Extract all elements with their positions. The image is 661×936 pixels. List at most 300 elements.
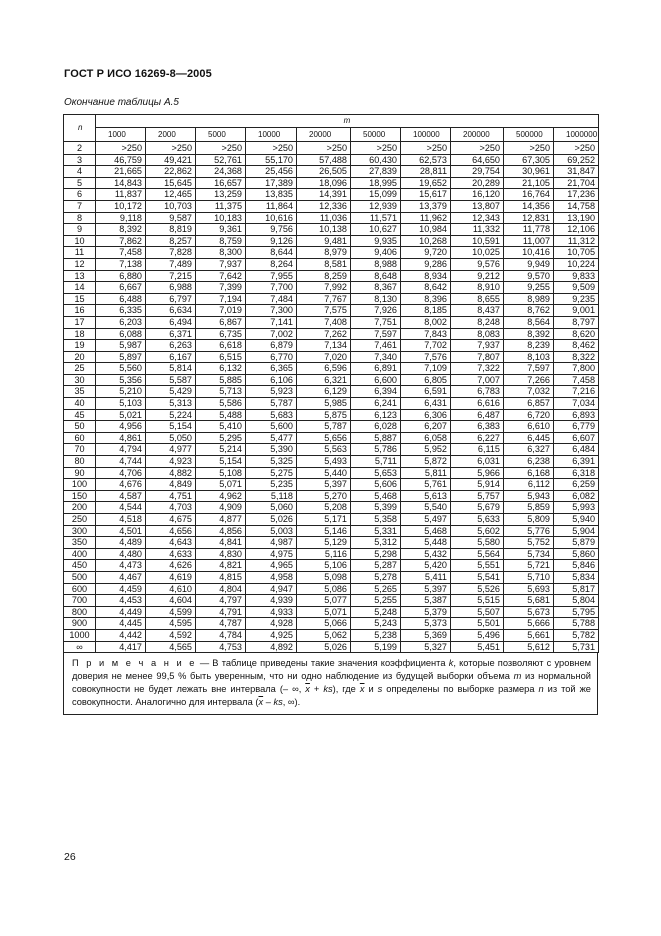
value-cell: 21,665 (96, 166, 146, 178)
value-cell: 27,839 (351, 166, 401, 178)
value-cell: 5,369 (401, 629, 451, 641)
table-row (64, 200, 599, 212)
row-n-cell: 300 (64, 525, 96, 537)
value-cell: 7,002 (246, 328, 297, 340)
value-cell: 6,735 (196, 328, 246, 340)
value-cell: 4,975 (246, 548, 297, 560)
value-cell: 8,564 (504, 316, 554, 328)
value-cell: 5,356 (96, 374, 146, 386)
row-n-cell: 11 (64, 247, 96, 259)
value-cell: 60,430 (351, 154, 401, 166)
value-cell: 4,604 (146, 595, 196, 607)
value-cell: 7,955 (246, 270, 297, 282)
value-cell: 4,965 (246, 560, 297, 572)
value-cell: 5,325 (246, 456, 297, 468)
value-cell: 5,515 (451, 595, 504, 607)
value-cell: 8,934 (401, 270, 451, 282)
value-cell: 7,575 (297, 305, 351, 317)
value-cell: 8,367 (351, 282, 401, 294)
table-row (64, 340, 599, 352)
value-cell: 5,077 (297, 595, 351, 607)
value-cell: 6,591 (401, 386, 451, 398)
value-cell: 12,336 (297, 200, 351, 212)
value-cell: 7,300 (246, 305, 297, 317)
value-cell: >250 (96, 142, 146, 155)
table-row (64, 282, 599, 294)
value-cell: 8,989 (504, 293, 554, 305)
value-cell: 6,306 (401, 409, 451, 421)
value-cell: 5,501 (451, 618, 504, 630)
value-cell: 4,445 (96, 618, 146, 630)
row-n-cell: 70 (64, 444, 96, 456)
row-n-cell: 50 (64, 421, 96, 433)
value-cell: 9,118 (96, 212, 146, 224)
value-cell: 6,365 (246, 363, 297, 375)
value-cell: 4,841 (196, 537, 246, 549)
value-cell: 6,371 (146, 328, 196, 340)
value-cell: 4,784 (196, 629, 246, 641)
value-cell: 5,026 (246, 514, 297, 526)
value-cell: 5,914 (451, 479, 504, 491)
row-n-cell: 900 (64, 618, 96, 630)
table-row (64, 502, 599, 514)
value-cell: 11,375 (196, 200, 246, 212)
value-cell: 6,805 (401, 374, 451, 386)
value-cell: 6,618 (196, 340, 246, 352)
value-cell: 4,923 (146, 456, 196, 468)
note-text: — В таблице приведены такие значения коэффициента (196, 658, 449, 669)
table-row (64, 166, 599, 178)
value-cell: 4,797 (196, 595, 246, 607)
value-cell: 6,112 (504, 479, 554, 491)
table-row (64, 548, 599, 560)
value-cell: 8,130 (351, 293, 401, 305)
value-cell: 6,494 (146, 316, 196, 328)
table-body (64, 142, 599, 653)
value-cell: 8,322 (554, 351, 599, 363)
value-cell: 5,606 (351, 479, 401, 491)
value-cell: 6,391 (554, 456, 599, 468)
value-cell: 5,564 (451, 548, 504, 560)
row-n-cell: 2 (64, 142, 96, 155)
value-cell: 7,828 (146, 247, 196, 259)
value-cell: 5,952 (401, 444, 451, 456)
value-cell: 5,448 (401, 537, 451, 549)
value-cell: 4,417 (96, 641, 146, 653)
value-cell: 6,487 (451, 409, 504, 421)
row-n-cell: 18 (64, 328, 96, 340)
table-row (64, 467, 599, 479)
row-n-cell: 13 (64, 270, 96, 282)
value-cell: 5,238 (351, 629, 401, 641)
value-cell: 5,071 (196, 479, 246, 491)
table-row (64, 456, 599, 468)
value-cell: 5,776 (504, 525, 554, 537)
value-cell: 7,576 (401, 351, 451, 363)
value-cell: 7,216 (554, 386, 599, 398)
value-cell: >250 (196, 142, 246, 155)
value-cell: 4,753 (196, 641, 246, 653)
value-cell: 7,109 (401, 363, 451, 375)
table-row (64, 212, 599, 224)
note-text: + (309, 684, 324, 695)
value-cell: 8,797 (554, 316, 599, 328)
value-cell: 5,154 (146, 421, 196, 433)
column-header-m: 1000000 (554, 128, 599, 142)
value-cell: 4,856 (196, 525, 246, 537)
value-cell: 6,115 (451, 444, 504, 456)
table-row (64, 583, 599, 595)
value-cell: 4,453 (96, 595, 146, 607)
value-cell: 17,236 (554, 189, 599, 201)
value-cell: 5,248 (351, 606, 401, 618)
value-cell: 4,442 (96, 629, 146, 641)
value-cell: 5,410 (196, 421, 246, 433)
value-cell: 6,129 (297, 386, 351, 398)
table-a5 (63, 114, 598, 715)
value-cell: 14,758 (554, 200, 599, 212)
value-cell: 10,627 (351, 224, 401, 236)
row-n-cell: 100 (64, 479, 96, 491)
value-cell: 5,488 (196, 409, 246, 421)
value-cell: 5,731 (554, 641, 599, 653)
value-cell: >250 (554, 142, 599, 155)
value-cell: 64,650 (451, 154, 504, 166)
value-cell: 7,262 (297, 328, 351, 340)
table-row (64, 154, 599, 166)
value-cell: 30,961 (504, 166, 554, 178)
value-cell: 5,612 (504, 641, 554, 653)
value-cell: 4,595 (146, 618, 196, 630)
value-cell: 4,947 (246, 583, 297, 595)
value-cell: 5,235 (246, 479, 297, 491)
column-header-m: 10000 (246, 128, 297, 142)
row-n-cell: 9 (64, 224, 96, 236)
value-cell: 5,507 (451, 606, 504, 618)
value-cell: 5,721 (504, 560, 554, 572)
column-header-m: 50000 (351, 128, 401, 142)
value-cell: 6,207 (401, 421, 451, 433)
value-cell: 16,764 (504, 189, 554, 201)
value-cell: 8,392 (504, 328, 554, 340)
value-cell: 6,988 (146, 282, 196, 294)
note-text: и (364, 684, 378, 695)
value-cell: 7,458 (96, 247, 146, 259)
value-cell: 4,939 (246, 595, 297, 607)
value-cell: 4,587 (96, 490, 146, 502)
row-n-cell: 400 (64, 548, 96, 560)
row-n-cell: 5 (64, 177, 96, 189)
table-row (64, 177, 599, 189)
value-cell: 6,335 (96, 305, 146, 317)
value-cell: >250 (351, 142, 401, 155)
row-n-cell: 10 (64, 235, 96, 247)
value-cell: 5,656 (297, 432, 351, 444)
value-cell: 28,811 (401, 166, 451, 178)
value-cell: 6,031 (451, 456, 504, 468)
row-n-cell: 14 (64, 282, 96, 294)
value-cell: 5,587 (146, 374, 196, 386)
value-cell: 5,003 (246, 525, 297, 537)
value-cell: 5,872 (401, 456, 451, 468)
row-n-cell: 6 (64, 189, 96, 201)
value-cell: 55,170 (246, 154, 297, 166)
value-cell: 9,720 (401, 247, 451, 259)
value-cell: 6,203 (96, 316, 146, 328)
value-cell: 4,925 (246, 629, 297, 641)
value-cell: 11,864 (246, 200, 297, 212)
value-cell: 10,224 (554, 258, 599, 270)
value-cell: 5,379 (401, 606, 451, 618)
value-cell: 5,468 (401, 525, 451, 537)
table-row (64, 560, 599, 572)
value-cell: 6,028 (351, 421, 401, 433)
note-text: определены по выборке размера (382, 684, 539, 695)
value-cell: 5,208 (297, 502, 351, 514)
value-cell: 8,239 (504, 340, 554, 352)
value-cell: 8,396 (401, 293, 451, 305)
value-cell: 5,679 (451, 502, 504, 514)
value-cell: 6,241 (351, 398, 401, 410)
value-cell: 5,265 (351, 583, 401, 595)
value-cell: 5,580 (451, 537, 504, 549)
value-cell: 8,762 (504, 305, 554, 317)
value-cell: 4,610 (146, 583, 196, 595)
value-cell: 5,397 (401, 583, 451, 595)
note-var-m: m (513, 671, 522, 682)
value-cell: 5,358 (351, 514, 401, 526)
value-cell: 6,879 (246, 340, 297, 352)
value-cell: 5,653 (351, 467, 401, 479)
row-n-cell: 350 (64, 537, 96, 549)
value-cell: 6,616 (451, 398, 504, 410)
value-cell: 5,860 (554, 548, 599, 560)
value-cell: 8,300 (196, 247, 246, 259)
value-cell: 10,172 (96, 200, 146, 212)
value-cell: 9,509 (554, 282, 599, 294)
value-cell: 67,305 (504, 154, 554, 166)
value-cell: 14,391 (297, 189, 351, 201)
value-cell: 6,880 (96, 270, 146, 282)
value-cell: 5,106 (297, 560, 351, 572)
table-row (64, 490, 599, 502)
table-row (64, 328, 599, 340)
value-cell: 5,752 (504, 537, 554, 549)
value-cell: >250 (146, 142, 196, 155)
value-cell: 5,940 (554, 514, 599, 526)
row-n-cell: 3 (64, 154, 96, 166)
table-row (64, 618, 599, 630)
table-row (64, 189, 599, 201)
value-cell: 8,083 (451, 328, 504, 340)
value-cell: 8,259 (297, 270, 351, 282)
value-cell: 5,451 (451, 641, 504, 653)
table-caption: Окончание таблицы А.5 (64, 97, 179, 108)
value-cell: 4,933 (246, 606, 297, 618)
value-cell: 20,289 (451, 177, 504, 189)
value-cell: 6,263 (146, 340, 196, 352)
value-cell: 5,086 (297, 583, 351, 595)
value-cell: 4,821 (196, 560, 246, 572)
value-cell: 7,807 (451, 351, 504, 363)
note-text: из нормальной совокупности не будет лежать вне интервала (– ∞, (72, 671, 591, 695)
table-row (64, 374, 599, 386)
value-cell: 6,600 (351, 374, 401, 386)
value-cell: 4,633 (146, 548, 196, 560)
value-cell: 5,399 (351, 502, 401, 514)
value-cell: 5,551 (451, 560, 504, 572)
value-cell: 5,711 (351, 456, 401, 468)
column-header-m: 20000 (297, 128, 351, 142)
value-cell: 6,259 (554, 479, 599, 491)
value-cell: 4,592 (146, 629, 196, 641)
value-cell: 5,295 (196, 432, 246, 444)
value-cell: 5,846 (554, 560, 599, 572)
row-n-cell: 200 (64, 502, 96, 514)
column-header-m: 1000 (96, 128, 146, 142)
value-cell: 10,416 (504, 247, 554, 259)
table-row (64, 537, 599, 549)
value-cell: 5,809 (504, 514, 554, 526)
note-text: из той же совокупности. Аналогично для интервала ( (72, 684, 591, 708)
value-cell: 9,756 (246, 224, 297, 236)
value-cell: 5,243 (351, 618, 401, 630)
value-cell: 5,782 (554, 629, 599, 641)
value-cell: 6,082 (554, 490, 599, 502)
value-cell: 5,713 (196, 386, 246, 398)
value-cell: 5,420 (401, 560, 451, 572)
value-cell: 5,563 (297, 444, 351, 456)
value-cell: 7,484 (246, 293, 297, 305)
note-text: – (263, 697, 274, 708)
table-row (64, 316, 599, 328)
value-cell: 9,235 (554, 293, 599, 305)
value-cell: 4,987 (246, 537, 297, 549)
value-cell: 5,062 (297, 629, 351, 641)
value-cell: 7,141 (246, 316, 297, 328)
value-cell: 7,032 (504, 386, 554, 398)
row-n-cell: 45 (64, 409, 96, 421)
value-cell: 5,757 (451, 490, 504, 502)
value-cell: 5,661 (504, 629, 554, 641)
value-cell: 4,703 (146, 502, 196, 514)
value-cell: 7,138 (96, 258, 146, 270)
row-n-cell: 19 (64, 340, 96, 352)
value-cell: 9,212 (451, 270, 504, 282)
value-cell: 4,958 (246, 571, 297, 583)
value-cell: 52,761 (196, 154, 246, 166)
value-cell: 6,088 (96, 328, 146, 340)
value-cell: 21,105 (504, 177, 554, 189)
table-row (64, 421, 599, 433)
value-cell: 31,847 (554, 166, 599, 178)
row-n-cell: 700 (64, 595, 96, 607)
coefficient-table (63, 114, 599, 653)
value-cell: 5,270 (297, 490, 351, 502)
value-cell: 6,058 (401, 432, 451, 444)
value-cell: 5,987 (96, 340, 146, 352)
row-n-cell: 16 (64, 305, 96, 317)
row-n-cell: ∞ (64, 641, 96, 653)
value-cell: 16,120 (451, 189, 504, 201)
value-cell: 6,607 (554, 432, 599, 444)
value-cell: 11,571 (351, 212, 401, 224)
table-row (64, 444, 599, 456)
value-cell: 7,020 (297, 351, 351, 363)
value-cell: 6,227 (451, 432, 504, 444)
row-n-cell: 250 (64, 514, 96, 526)
value-cell: 4,751 (146, 490, 196, 502)
value-cell: 7,862 (96, 235, 146, 247)
row-n-cell: 8 (64, 212, 96, 224)
value-cell: 7,937 (451, 340, 504, 352)
value-cell: 5,602 (451, 525, 504, 537)
value-cell: 5,526 (451, 583, 504, 595)
row-n-cell: 15 (64, 293, 96, 305)
row-n-cell: 4 (64, 166, 96, 178)
value-cell: 5,060 (246, 502, 297, 514)
table-row (64, 479, 599, 491)
value-cell: 5,026 (297, 641, 351, 653)
value-cell: 5,098 (297, 571, 351, 583)
table-row (64, 363, 599, 375)
value-cell: 5,108 (196, 467, 246, 479)
value-cell: >250 (504, 142, 554, 155)
value-cell: 12,106 (554, 224, 599, 236)
value-cell: 5,966 (451, 467, 504, 479)
table-row (64, 409, 599, 421)
value-cell: 15,099 (351, 189, 401, 201)
value-cell: 10,138 (297, 224, 351, 236)
value-cell: 8,002 (401, 316, 451, 328)
value-cell: 10,025 (451, 247, 504, 259)
value-cell: 6,667 (96, 282, 146, 294)
value-cell: 9,935 (351, 235, 401, 247)
value-cell: 8,988 (351, 258, 401, 270)
row-n-cell: 12 (64, 258, 96, 270)
value-cell: 9,949 (504, 258, 554, 270)
value-cell: 9,587 (146, 212, 196, 224)
value-cell: 8,248 (451, 316, 504, 328)
row-n-cell: 800 (64, 606, 96, 618)
value-cell: 4,706 (96, 467, 146, 479)
table-row (64, 258, 599, 270)
value-cell: 6,596 (297, 363, 351, 375)
value-cell: 5,224 (146, 409, 196, 421)
value-cell: 18,995 (351, 177, 401, 189)
row-n-cell: 450 (64, 560, 96, 572)
m-header: m (96, 115, 599, 128)
value-cell: 4,656 (146, 525, 196, 537)
value-cell: 7,767 (297, 293, 351, 305)
value-cell: 5,814 (146, 363, 196, 375)
row-n-cell: 1000 (64, 629, 96, 641)
table-row (64, 432, 599, 444)
table-row (64, 514, 599, 526)
value-cell: 6,167 (146, 351, 196, 363)
value-cell: 10,183 (196, 212, 246, 224)
value-cell: 62,573 (401, 154, 451, 166)
value-cell: 9,576 (451, 258, 504, 270)
value-cell: 4,744 (96, 456, 146, 468)
value-cell: 5,440 (297, 467, 351, 479)
value-cell: 5,541 (451, 571, 504, 583)
value-cell: 6,445 (504, 432, 554, 444)
value-cell: 5,146 (297, 525, 351, 537)
value-cell: 26,505 (297, 166, 351, 178)
value-cell: 11,332 (451, 224, 504, 236)
value-cell: >250 (401, 142, 451, 155)
